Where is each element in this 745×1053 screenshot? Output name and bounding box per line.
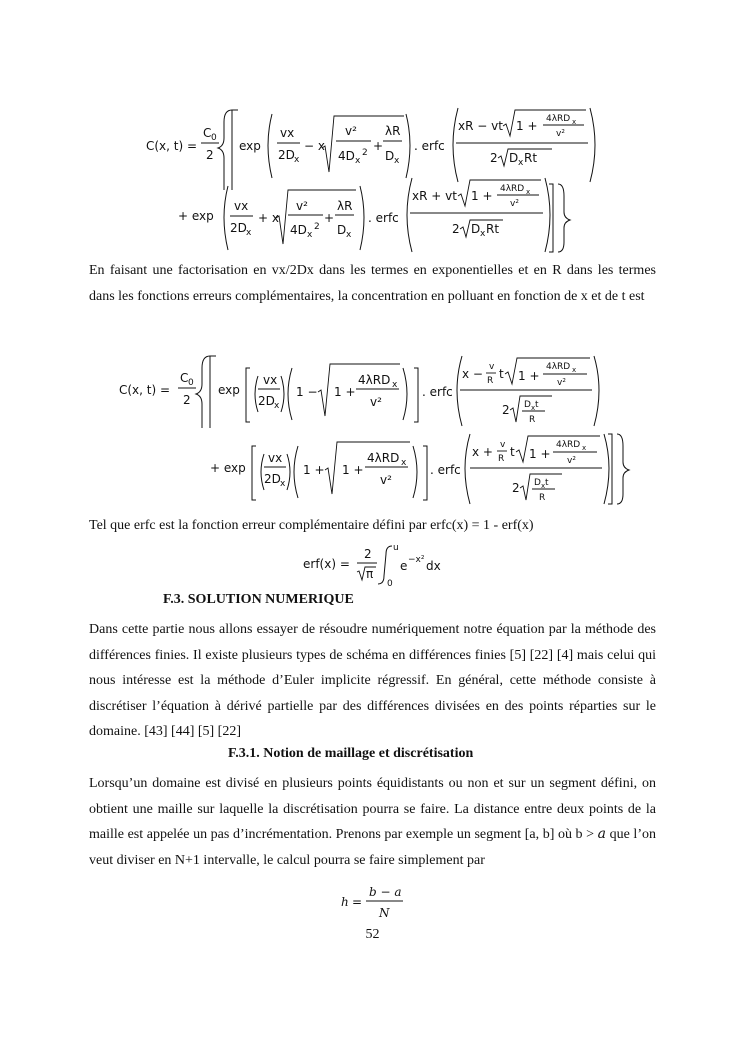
svg-text:2: 2 <box>362 148 368 158</box>
svg-text:. erfc: . erfc <box>414 139 445 153</box>
eq1-lhs: C(x, t) = <box>146 139 198 153</box>
svg-text:1 +: 1 + <box>334 385 356 399</box>
svg-text:vx: vx <box>280 126 295 140</box>
svg-text:2: 2 <box>206 148 214 162</box>
equation-concentration-1 <box>0 100 745 255</box>
svg-text:0: 0 <box>211 133 217 143</box>
svg-text:2: 2 <box>314 222 320 232</box>
svg-text:1 +: 1 + <box>471 189 493 203</box>
eq2-lhs: C(x, t) = <box>119 383 171 397</box>
svg-text:v²: v² <box>556 129 565 139</box>
svg-text:4λRD: 4λRD <box>358 373 391 387</box>
svg-text:+: + <box>324 211 335 225</box>
svg-text:x: x <box>307 230 313 240</box>
svg-text:D: D <box>385 149 395 163</box>
svg-text:e: e <box>400 559 408 573</box>
svg-text:. erfc: . erfc <box>368 211 399 225</box>
svg-text:. erfc: . erfc <box>430 463 461 477</box>
svg-text:v²: v² <box>510 199 519 209</box>
svg-text:h: h <box>341 895 349 909</box>
page-number: 52 <box>365 927 380 942</box>
svg-text:x: x <box>294 155 300 165</box>
svg-text:D: D <box>471 222 481 236</box>
svg-text:4λRD: 4λRD <box>500 184 525 194</box>
svg-text:v²: v² <box>345 124 357 138</box>
svg-text:x: x <box>274 401 280 411</box>
svg-text:λR: λR <box>385 124 401 138</box>
svg-text:+ x: + x <box>258 211 279 225</box>
svg-text:4λRD: 4λRD <box>546 114 571 124</box>
svg-text:x: x <box>392 380 398 390</box>
svg-text:b − a: b − a <box>369 885 402 899</box>
svg-text:x: x <box>518 158 524 168</box>
svg-text:4λRD: 4λRD <box>367 451 400 465</box>
svg-text:D: D <box>524 400 531 410</box>
svg-text:C: C <box>180 371 189 385</box>
svg-text:D: D <box>509 151 519 165</box>
svg-text:t: t <box>499 367 504 381</box>
svg-text:x: x <box>541 482 546 490</box>
svg-text:π: π <box>366 567 374 581</box>
svg-text:λR: λR <box>337 199 353 213</box>
paragraph-numeric-intro: Dans cette partie nous allons essayer de résoudre numériquement notre équation par la méthode des différences finies. Il existe plusieurs types de schéma en différences finies [5] [22] [4] mais celui qui nous intéresse est la méthode d’Euler implicite régressif. En général, cette méthode consiste à discrétiser l’équation à dérivé partielle par des différences divisées en des points réparties sur le domaine. [43] [44] [5] [22] <box>89 622 656 739</box>
svg-text:x: x <box>526 188 531 196</box>
svg-text:dx: dx <box>426 559 441 573</box>
paragraph-maillage <box>89 771 656 873</box>
svg-text:x: x <box>531 404 536 412</box>
svg-text:2: 2 <box>512 481 520 495</box>
svg-text:0: 0 <box>188 378 194 388</box>
svg-text:1 +: 1 + <box>303 463 325 477</box>
svg-text:4D: 4D <box>290 223 307 237</box>
svg-text:R: R <box>529 415 536 425</box>
svg-text:2: 2 <box>490 151 498 165</box>
svg-text:x: x <box>246 228 252 238</box>
svg-text:u: u <box>393 543 399 553</box>
maillage-text-1: Lorsqu’un domaine est divisé en plusieurs points équidistants ou non et sur un segment défini, on obtient une maille sur laquelle la discrétisation pourra se faire. La distance entre deux points de la maille est appelée un pas d’incrémentation. Prenons par exemple un segment [a, b] où b <box>89 776 656 842</box>
svg-text:vx: vx <box>268 451 283 465</box>
svg-text:exp: exp <box>239 139 261 153</box>
svg-text:+ exp: + exp <box>210 461 246 475</box>
equation-concentration-2 <box>0 350 745 510</box>
svg-text:x: x <box>355 156 361 166</box>
svg-text:2: 2 <box>364 547 372 561</box>
svg-text:+: + <box>373 139 384 153</box>
svg-text:4λRD: 4λRD <box>546 362 571 372</box>
svg-text:R: R <box>498 454 505 464</box>
svg-text:2D: 2D <box>278 148 295 162</box>
svg-text:vx: vx <box>234 199 249 213</box>
svg-text:4D: 4D <box>338 149 355 163</box>
equation-step-h <box>0 880 745 924</box>
svg-text:vx: vx <box>263 373 278 387</box>
svg-text:2: 2 <box>502 403 510 417</box>
svg-text:=: = <box>352 895 363 909</box>
svg-text:x: x <box>346 230 352 240</box>
svg-text:0: 0 <box>387 579 393 588</box>
svg-text:1 +: 1 + <box>342 463 364 477</box>
paragraph-factorisation: En faisant une factorisation en vx/2Dx dans les termes en exponentielles et en R dans les termes dans les fonctions erreurs complémentaires, la concentration en polluant en fonction de x et de t est <box>89 263 656 304</box>
svg-text:R: R <box>487 376 494 386</box>
svg-text:N: N <box>379 906 390 920</box>
svg-text:R: R <box>539 493 546 503</box>
svg-text:2D: 2D <box>230 221 247 235</box>
maillage-text-2: que l’on veut diviser en N+1 intervalle, le calcul pourra se faire simplement par <box>89 827 656 868</box>
svg-text:Rt: Rt <box>524 151 538 165</box>
svg-text:2D: 2D <box>258 394 275 408</box>
heading-section-f31: F.3.1. Notion de maillage et discrétisation <box>228 746 474 761</box>
svg-text:v²: v² <box>370 395 382 409</box>
svg-text:1 +: 1 + <box>516 119 538 133</box>
svg-text:t: t <box>510 445 515 459</box>
svg-text:x: x <box>394 156 400 166</box>
svg-text:x +: x + <box>472 445 493 459</box>
svg-text:2D: 2D <box>264 472 281 486</box>
svg-text:x: x <box>582 444 587 452</box>
svg-text:D: D <box>337 223 347 237</box>
svg-text:v: v <box>500 440 506 450</box>
svg-text:x: x <box>280 479 286 489</box>
svg-text:xR − vt: xR − vt <box>458 119 503 133</box>
svg-text:v²: v² <box>557 378 566 388</box>
svg-text:2: 2 <box>183 393 191 407</box>
svg-text:v: v <box>489 362 495 372</box>
svg-text:1 +: 1 + <box>518 369 540 383</box>
svg-text:exp: exp <box>218 383 240 397</box>
svg-text:D: D <box>534 478 541 488</box>
maillage-gt: > <box>582 827 598 842</box>
svg-text:x: x <box>401 458 407 468</box>
svg-text:− x: − x <box>304 139 325 153</box>
svg-text:C: C <box>203 126 212 140</box>
svg-text:x: x <box>572 118 577 126</box>
maillage-a: a <box>597 826 607 842</box>
svg-text:Rt: Rt <box>486 222 500 236</box>
svg-text:. erfc: . erfc <box>422 385 453 399</box>
svg-text:xR + vt: xR + vt <box>412 189 457 203</box>
svg-text:1 −: 1 − <box>296 385 318 399</box>
svg-text:t: t <box>545 478 549 488</box>
svg-text:x: x <box>572 366 577 374</box>
svg-text:2: 2 <box>452 222 460 236</box>
svg-text:x: x <box>480 229 486 239</box>
svg-text:1 +: 1 + <box>529 447 551 461</box>
svg-text:v²: v² <box>380 473 392 487</box>
svg-text:+ exp: + exp <box>178 209 214 223</box>
svg-text:v²: v² <box>567 456 576 466</box>
heading-section-f3: F.3. SOLUTION NUMERIQUE <box>163 592 354 607</box>
svg-text:t: t <box>535 400 539 410</box>
svg-text:4λRD: 4λRD <box>556 440 581 450</box>
svg-text:v²: v² <box>296 199 308 213</box>
equation-erf <box>0 540 745 588</box>
svg-text:x −: x − <box>462 367 483 381</box>
svg-text:−x²: −x² <box>408 555 425 565</box>
paragraph-erfc-definition: Tel que erfc est la fonction erreur complémentaire défini par erfc(x) = 1 - erf(x) <box>89 518 534 533</box>
erf-lhs: erf(x) = <box>303 557 350 571</box>
